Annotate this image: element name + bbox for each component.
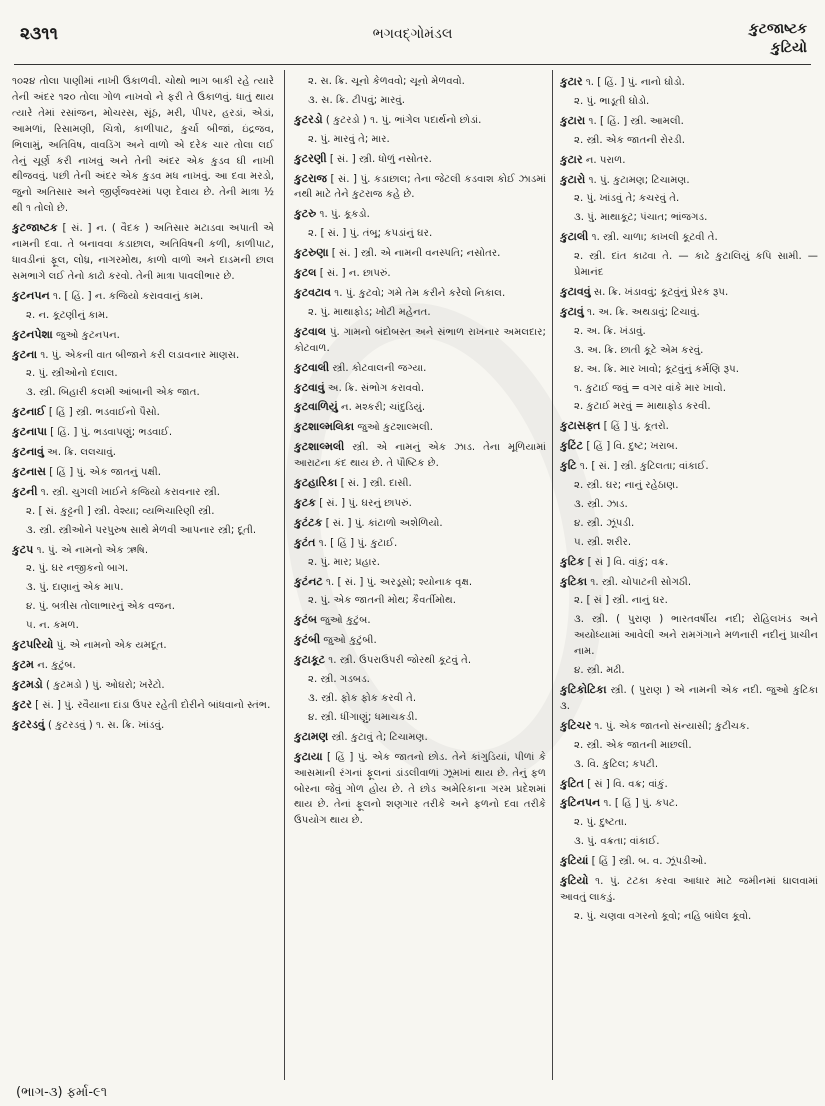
definition-text: ૧. [ હિં. ] ન. કજિયો કરાવવાનું કામ.	[52, 290, 204, 302]
definition-text: ૩. સ. ક્રિ. ટીપવું; મારવું.	[308, 94, 405, 106]
headword: કુટિયો	[560, 874, 589, 888]
dictionary-entry	[560, 284, 818, 301]
headword: કુટમડો	[12, 677, 43, 691]
definition-text: ૨. સ્ત્રી. ઘર; નાનું રહેઠાણ.	[574, 480, 679, 492]
entry-sense	[560, 612, 818, 660]
definition-text: ૧. પું. કુટામણ; ટિચામણ.	[588, 174, 690, 186]
dictionary-entry	[560, 418, 818, 435]
dictionary-entry	[294, 495, 546, 512]
headword: કુટાર	[560, 75, 583, 88]
dictionary-column-1	[12, 74, 274, 1074]
headword: કુટવાલી	[294, 360, 330, 374]
definition-text: ૨. પું. એક જાતની મોથ; કૈવર્તીમોથ.	[308, 595, 457, 607]
definition-text: ૪. પું. બત્રીસ તોલાભારનું એક વજન.	[26, 601, 175, 613]
definition-text: ૧. [ સં. ] પું. અરડૂસો; શ્યોનાક વૃક્ષ.	[326, 576, 473, 588]
headword: કુટિયાં	[560, 854, 589, 868]
definition-text: પું. ગામનો બંદોબસ્ત અને સંભાળ રાખનાર અમલદાર; કોટવાળ.	[294, 326, 546, 354]
definition-text: [ સં. ] સ્ત્રી. દાસી.	[340, 478, 412, 490]
entry-sense	[12, 599, 274, 615]
dictionary-entry	[560, 574, 818, 591]
entry-sense	[12, 523, 274, 539]
entry-sense	[12, 580, 274, 596]
definition-text: ૨. ન. કૂટણીનું કામ.	[26, 309, 109, 321]
headword: કુટરુ	[294, 207, 317, 221]
dictionary-entry	[294, 112, 546, 129]
definition-text: ૩. સ્ત્રી. બિહારી કલમી આંબાની એક જાત.	[26, 387, 200, 399]
headword: કુટની	[12, 484, 38, 498]
definition-text: ૧. [ હિં ] પું. કુટાઈ.	[318, 537, 398, 549]
entry-sense	[294, 593, 546, 609]
entry-sense	[560, 210, 818, 226]
headword: કુટિકોટિકા	[560, 683, 607, 696]
dictionary-entry	[560, 853, 818, 870]
definition-text: ૧. પું. કુટવો; ગમે તેમ કરીને કરેલો નિકાલ.	[334, 287, 506, 299]
definition-text: [ સં. ] સ્ત્રી. એ નામની વનસ્પતિ; નસોતર.	[331, 248, 501, 260]
headword: કુટારા	[560, 113, 586, 127]
definition-text: ૨. અ. ક્રિ. ખંડાવું.	[574, 325, 646, 337]
page-number: ૨૩૧૧	[20, 24, 58, 44]
entry-sense	[294, 710, 546, 726]
headword: કુટનાવું	[12, 445, 44, 459]
entry-sense	[12, 385, 274, 401]
dictionary-entry	[12, 347, 274, 364]
definition-text: ૨. પું. ચણવા વગરનો કૂવો; નહિ બાંધેલ કૂવો.	[574, 910, 752, 922]
dictionary-entry	[12, 637, 274, 654]
entry-sense	[560, 133, 818, 149]
definition-text: પું. એ નામનો એક યમદૂત.	[56, 640, 167, 652]
definition-text: ૩. પું. માથાકૂટ; પંચાત; ભાંજગડ.	[574, 212, 708, 224]
dictionary-column-3	[560, 74, 818, 1074]
entry-sense	[560, 834, 818, 850]
entry-sense	[560, 909, 818, 925]
dictionary-entry	[560, 74, 818, 91]
headword: કુટશાલ્મલી	[294, 440, 345, 454]
headword: કુટાવવું	[560, 284, 591, 298]
column-divider	[552, 70, 553, 1080]
dictionary-entry	[294, 380, 546, 397]
definition-text: ૩. સ્ત્રી. ફોક ફોક કરવી તે.	[308, 693, 417, 704]
definition-text: ૨. સ્ત્રી. એક જાતની માછલી.	[574, 739, 692, 751]
entry-sense	[294, 305, 546, 321]
dictionary-entry	[560, 458, 818, 475]
entry-sense	[560, 516, 818, 532]
definition-text: ( કુટમડો ) પું. ઓઘરો; ખરેટો.	[45, 679, 165, 691]
headword: કુટલ	[294, 266, 317, 280]
definition-text: ૪. સ્ત્રી. ધીંગાણું; ધમાચકડી.	[308, 711, 418, 723]
definition-text: ૧. કુટાઈ જવું = વગર વાંકે માર ખાવો.	[574, 382, 726, 394]
entry-sense	[294, 691, 546, 707]
headword: કુટાયા	[294, 749, 323, 763]
definition-text: ૨. [ સં ] સ્ત્રી. નાનું ઘર.	[574, 595, 668, 607]
definition-text: [ હિં. ] પું. ભડવાપણું; ભડવાઈ.	[50, 427, 173, 439]
definition-text: ૨. સ્ત્રી. દાંત કાઢવા તે. — કાઢે કુટાલિયું કપિ સામી. — પ્રેમાનંદ	[574, 251, 818, 279]
definition-text: ૨. સ. ક્રિ. ચૂનો કેળવવો; ચૂનો મેળવવો.	[308, 76, 465, 87]
definition-text: ૧. [ સં. ] સ્ત્રી. કુટિલતા; વાંકાઈ.	[579, 461, 709, 473]
definition-text: [ સં ] વિ. વક્ર; વાંકું.	[587, 778, 668, 790]
headword: કુટંત	[294, 535, 316, 549]
definition-text: જુઓ કુટુંબ.	[320, 615, 371, 627]
headword: કુટર	[12, 697, 32, 711]
definition-text: ન. કુટુંબ.	[37, 660, 76, 671]
definition-text: ૩. સ્ત્રી. સ્ત્રીઓને પરપુરુષ સાથે મેળવી આપનાર સ્ત્રી; દૂતી.	[26, 524, 257, 536]
dictionary-entry	[560, 172, 818, 189]
definition-text: ૧. [ હિં. ] પું. નાનો ઘોડો.	[585, 77, 685, 88]
dictionary-entry	[560, 304, 818, 321]
definition-text: ૧. પું. એકની વાત બીજાને કરી લડાવનાર માણસ.	[40, 349, 240, 361]
headword: કુટનપન	[12, 288, 50, 302]
dictionary-entry	[294, 399, 546, 416]
entry-sense	[560, 478, 818, 494]
dictionary-entry	[12, 424, 274, 441]
headword: કુટવાળિયું	[294, 400, 338, 414]
dictionary-entry	[294, 360, 546, 377]
definition-text: ૧. અ. ક્રિ. અથડાવું; ટિચાવું.	[586, 306, 700, 318]
headword: કુટનાસ	[12, 464, 46, 478]
definition-text: [ સં. ] પું. કાંટાળો અશેળિયો.	[325, 517, 443, 529]
definition-text: ૩. અ. ક્રિ. છાતી કૂટે એમ કરવું.	[574, 344, 704, 356]
headword: કુટિકા	[560, 574, 588, 588]
definition-text: ૨. પું. દુષ્ટતા.	[574, 817, 628, 829]
definition-text: [ હિં ] સ્ત્રી. ભડવાઈનો પૈસો.	[48, 407, 160, 419]
headword: કુટવાલ	[294, 324, 327, 338]
headword: કુટરણી	[294, 151, 327, 165]
definition-text: ન. પરાળ.	[585, 154, 626, 166]
dictionary-entry	[560, 554, 818, 571]
headword: કુટરાજ	[294, 171, 327, 185]
guide-word-last: કુટિયો	[770, 40, 807, 56]
definition-text: ૨. પું. મારવું તે; માર.	[308, 133, 390, 145]
headword: કુટરડો	[294, 112, 323, 126]
definition-text: ૨. [ સં. કુટ્ટની ] સ્ત્રી. વેશ્યા; વ્યભિચારિણી સ્ત્રી.	[26, 505, 215, 517]
definition-text: ન. મશ્કરી; ચાંદુડિયું.	[341, 402, 426, 414]
definition-text: ૩. વિ. કુટિલ; કપટી.	[574, 758, 659, 770]
headword: કુટાર	[560, 152, 583, 166]
dictionary-entry	[12, 74, 274, 217]
definition-text: [ હિં ] પું. કૂતરો.	[603, 421, 669, 433]
entry-sense	[560, 757, 818, 773]
definition-text: ૧. [ હિં ] પું. કપટ.	[603, 798, 679, 810]
definition-text: ૨. પું. સ્ત્રીઓનો દલાલ.	[26, 368, 118, 380]
entry-sense	[560, 593, 818, 609]
dictionary-entry	[560, 152, 818, 169]
guide-words	[749, 20, 807, 58]
headword: કુટાકૂટ	[294, 653, 326, 667]
dictionary-entry	[560, 682, 818, 715]
entry-sense	[12, 308, 274, 324]
entry-sense	[12, 366, 274, 382]
headword: કુટજાષ્ટક	[12, 221, 58, 235]
dictionary-entry	[294, 245, 546, 262]
dictionary-entry	[294, 265, 546, 282]
guide-word-first: કુટજાષ્ટક	[748, 21, 807, 37]
dictionary-entry	[294, 632, 546, 649]
dictionary-entry	[294, 652, 546, 669]
definition-text: સ. ક્રિ. ખંડાવવું; કૂટવુંનું પ્રેરક રૂપ.	[593, 286, 729, 298]
definition-text: [ સં. ] ન. ( વૈદક ) અતિસાર મટાડવા અપાતી એ નામની દવા. તે બનાવવા કડાછાલ, અતિવિષની કળી, કાળીપાટ, ધાવડીનાં ફૂલ, લોધ્ર, નાગરમોથ, કાળો વાળો અને દાડમની છાલ સમભાગે લઈ તેનો કાઢો કરવો. તેની માત્રા પાવલીભાર છે.	[12, 223, 274, 282]
definition-text: ૧૦૨૪ તોલા પાણીમાં નાખી ઉકાળવી. ચોથો ભાગ બાકી રહે ત્યારે તેની અંદર ૧૨૦ તોલા ગોળ નાખવો ને ફરી તે ઉકાળવું. ધાતું થાય ત્યારે તેમાં રસાંજન, મોચરસ, સૂંઠ, મરી, પીપર, હરડાં, એડાં, આમળાં, રિસામણી, ચિત્રો, કાળીપાટ, કુર્ચા બીજાં, ઇંદ્રજવ, ભિલામું, અતિવિષ, વાવડિંગ અને વાળો એ દરેક ચાર તોલા લઈ તેનું ચૂર્ણ કરી નાખવું અને તેની અંદર એક કુડવ ઘી નાખી થીજવવું. પછી તેની અંદર એક કુડવ મધ નાખવું. આ દવા મરડો, જુનો અતિસાર અને જીર્ણજ્વરમાં પણ દેવાય છે. તેની માત્રા ½ થી ૧ તોલો છે.	[12, 76, 274, 215]
headword: કુટિ	[560, 459, 577, 473]
dictionary-entry	[560, 229, 818, 246]
dictionary-entry	[294, 475, 546, 492]
headword: કુટપ	[12, 542, 34, 556]
definition-text: ૧. સ્ત્રી. ચોપાટની સોગઠી.	[590, 576, 692, 588]
entry-sense	[560, 497, 818, 513]
dictionary-entry	[12, 677, 274, 694]
definition-text: સ્ત્રી. કોટવાલની જગ્યા.	[332, 362, 427, 374]
entry-sense	[294, 672, 546, 688]
entry-sense	[560, 249, 818, 281]
headword: કુટંબી	[294, 633, 321, 647]
definition-text: ૩. સ્ત્રી. ( પુરાણ ) ભારતવર્ષીય નદી; રોહિલખંડ અને અયોધ્યામાં આવેલી અને રામગંગાને મળનારી નદીનું પ્રાચીન નામ.	[574, 614, 818, 658]
dictionary-entry	[294, 285, 546, 302]
dictionary-entry	[12, 444, 274, 461]
entry-sense	[294, 555, 546, 571]
dictionary-entry	[294, 206, 546, 223]
entry-sense	[560, 815, 818, 831]
header-rule	[14, 64, 811, 65]
dictionary-entry	[294, 439, 546, 472]
definition-text: ૩. સ્ત્રી. ઝાડ.	[574, 498, 628, 510]
entry-sense	[560, 362, 818, 378]
headword: કુટારો	[560, 172, 586, 186]
headword: કુટના	[12, 347, 38, 361]
definition-text: ( કુટરડો ) ૧. પું. ભાંગેલ પદાર્થનો છોડાં.	[325, 114, 482, 126]
dictionary-entry	[294, 324, 546, 357]
headword: કુટંનટ	[294, 574, 323, 588]
definition-text: ( કુટરડવું ) ૧. સ. ક્રિ. ખાંડવું.	[48, 719, 165, 731]
definition-text: ૩. પું. દાણાનું એક માપ.	[26, 582, 124, 594]
entry-sense	[560, 94, 818, 110]
dictionary-entry	[12, 657, 274, 674]
dictionary-entry	[12, 697, 274, 714]
definition-text: જુઓ કુટનપન.	[55, 329, 120, 341]
dictionary-entry	[294, 612, 546, 629]
headword: કુટરડવું	[12, 717, 45, 731]
headword: કુટનાઈ	[12, 405, 46, 419]
dictionary-entry	[560, 113, 818, 130]
definition-text: ૨. પું. ખાંડવું તે; કચરવું તે.	[574, 193, 680, 205]
dictionary-entry	[294, 419, 546, 436]
dictionary-entry	[294, 574, 546, 591]
definition-text: ૧. સ્ત્રી. ચુગલી ખાઈને કજિયો કરાવનાર સ્ત્રી.	[40, 486, 221, 498]
definition-text: ૨. [ સં. ] પું. તંબૂ; કપડાંનું ઘર.	[308, 228, 433, 240]
entry-sense	[12, 561, 274, 577]
definition-text: ૨. પું. માર; પ્રહાર.	[308, 556, 381, 568]
definition-text: [ સં. ] પું. ઘરનું છાપરું.	[319, 497, 412, 509]
definition-text: ૪. સ્ત્રી. ઝૂંપડી.	[574, 517, 635, 529]
dictionary-entry	[12, 404, 274, 421]
dictionary-entry	[560, 438, 818, 455]
page-header	[14, 6, 811, 66]
definition-text: ૧. પું. એક જાતનો સંન્યાસી; કુટીચક.	[594, 720, 750, 732]
definition-text: ૨. પું. ઘર નજીકનો બાગ.	[26, 563, 129, 575]
definition-text: ૪. અ. ક્રિ. માર ખાવો; કૂટવુંનું કર્મણિ રૂપ.	[574, 363, 739, 375]
dictionary-entry	[560, 873, 818, 906]
dictionary-entry	[12, 464, 274, 481]
definition-text: ૨. કુટાઈ મરવું = માથાફોડ કરવી.	[574, 401, 711, 413]
definition-text: [ હિં ] સ્ત્રી. બ. વ. ઝૂંપડીઓ.	[591, 856, 707, 868]
entry-sense	[294, 132, 546, 148]
dictionary-entry	[294, 151, 546, 168]
dictionary-entry	[294, 535, 546, 552]
dictionary-entry	[294, 749, 546, 830]
definition-text: અ. ક્રિ. લલચાવું.	[47, 447, 117, 459]
headword: કુટક	[294, 495, 316, 509]
headword: કુટમ	[12, 658, 34, 671]
definition-text: ૨. પું. માથાફોડ; ખોટી મહેનત.	[308, 306, 431, 318]
entry-sense	[560, 399, 818, 415]
entry-sense	[560, 535, 818, 551]
dictionary-entry	[12, 327, 274, 344]
headword: કુટિક	[560, 554, 585, 568]
entry-sense	[560, 738, 818, 754]
definition-text: [ સં ] વિ. વાંકું; વક્ર.	[587, 556, 669, 568]
entry-sense	[560, 191, 818, 207]
headword: કુટામણ	[294, 729, 329, 743]
page-footer: (ભાગ-૩) ફર્મા-૯૧	[16, 1085, 108, 1100]
entry-sense	[560, 663, 818, 679]
dictionary-entry	[12, 288, 274, 305]
definition-text: [ હિં ] પું. એક જાતનો છોડ. તેને કાંગુડિયાં, પીળાં કે આસમાની રંગનાં ફૂલનાં ડાંડલીવાળાં ઝૂમખાં થાય છે. તેનું ફળ બોરના જેવું ગોળ હોય છે. તે છોડ અમેરિકાના ગરમ પ્રદેશમાં થાય છે. તેનાં ફૂલનો શણગાર તરીકે અને ફળનો દવા તરીકે ઉપયોગ થાય છે.	[294, 751, 546, 827]
definition-text: ૧. સ્ત્રી. ઉપરાઉપરી જોરથી કૂટવું તે.	[328, 655, 472, 667]
headword: કુટિંટ	[560, 439, 584, 453]
dictionary-entry	[294, 515, 546, 532]
dictionary-entry	[12, 542, 274, 559]
dictionary-entry	[560, 776, 818, 793]
entry-sense	[294, 74, 546, 90]
dictionary-entry	[294, 171, 546, 204]
headword: કુટનપેશા	[12, 327, 53, 341]
headword: કુટપરિયો	[12, 638, 54, 652]
book-title: ભગવદ્ગોમંડલ	[372, 26, 453, 42]
definition-text: ૧. [ હિં. ] સ્ત્રી. આમલી.	[588, 115, 684, 127]
definition-text: ૩. પું. વક્રતા; વાંકાઈ.	[574, 836, 660, 848]
definition-text: ૧. પું. ટટકા કરવા આધાર માટે જમીનમાં ઘાલવામાં આવતું લાકડું.	[560, 876, 818, 903]
definition-text: ૨. સ્ત્રી. ગડબડ.	[308, 674, 370, 686]
entry-sense	[560, 343, 818, 359]
definition-text: [ સં. ] સ્ત્રી. ધોળું નસોતર.	[329, 153, 432, 165]
headword: કુટિનપન	[560, 796, 601, 810]
headword: કુટવટાવ	[294, 285, 331, 299]
entry-sense	[12, 618, 274, 634]
headword: કુટરુણા	[294, 246, 329, 260]
definition-text: ૨. પું. ભાડૂતી ઘોડો.	[574, 95, 650, 107]
dictionary-column-2	[294, 74, 546, 1074]
entry-sense	[294, 93, 546, 109]
definition-text: ૫. ન. કમળ.	[26, 620, 79, 632]
definition-text: [ હિં ] વિ. દુષ્ટ; ખરાબ.	[586, 441, 678, 453]
entry-sense	[560, 324, 818, 340]
definition-text: જુઓ કુટુંબી.	[323, 635, 377, 647]
definition-text: જુઓ કુટશાલ્મલી.	[357, 422, 433, 434]
dictionary-entry	[294, 729, 546, 746]
dictionary-entry	[12, 717, 274, 734]
definition-text: [ સં. ] પું. કડાછાલ; તેના જેટલી કડવાશ કોઈ ઝાડમાં નથી માટે તેને કુટરાજ કહે છે.	[294, 173, 546, 201]
dictionary-entry	[560, 795, 818, 812]
dictionary-entry	[12, 484, 274, 501]
entry-sense	[294, 226, 546, 242]
headword: કુટાસફ્ત	[560, 419, 601, 433]
definition-text: ૧. પું. કૂકડો.	[319, 209, 370, 221]
definition-text: [ સં. ] ન. છાપરું.	[319, 268, 391, 280]
definition-text: [ સં. ] પું. રવૈયાના દાંડા ઉપર રહેતી દોરીને બાંધવાનો સ્તંભ.	[35, 699, 271, 711]
column-divider	[284, 70, 285, 1080]
definition-text: ૧. સ્ત્રી. ચાળા; કાખલી કૂટવી તે.	[591, 232, 718, 244]
definition-text: ૫. સ્ત્રી. શરીર.	[574, 536, 632, 548]
definition-text: ૨. સ્ત્રી. એક જાતની રોરડી.	[574, 134, 685, 146]
headword: કુટવાવું	[294, 380, 325, 394]
headword: કુટિત	[560, 776, 584, 790]
headword: કુટનાપા	[12, 425, 47, 439]
headword: કુટશાલ્મલિકા	[294, 420, 355, 434]
headword: કુટાવું	[560, 304, 584, 318]
definition-text: અ. ક્રિ. સંભોગ કરાવવો.	[327, 382, 425, 394]
headword: કુટંટક	[294, 515, 323, 529]
dictionary-entry	[12, 220, 274, 285]
definition-text: ૧. પું. એ નામનો એક ઋષિ.	[36, 544, 149, 556]
definition-text: સ્ત્રી. એ નામનું એક ઝાડ. તેના મૂળિયામાં આરાટના કંદ થાય છે. તે પૌષ્ટિક છે.	[294, 442, 546, 470]
definition-text: [ હિં ] પું. એક જાતનું પક્ષી.	[49, 466, 162, 478]
definition-text: સ્ત્રી. ( પુરાણ ) એ નામની એક નદી. જુઓ કુટિકા ૩.	[560, 685, 818, 712]
definition-text: સ્ત્રી. કુટાવું તે; ટિચામણ.	[331, 731, 428, 743]
headword: કુટિચર	[560, 718, 592, 732]
headword: કુટહારિકા	[294, 476, 338, 490]
entry-sense	[12, 504, 274, 520]
definition-text: ૪. સ્ત્રી. મઢી.	[574, 665, 625, 677]
entry-sense	[560, 381, 818, 397]
dictionary-entry	[560, 718, 818, 735]
headword: કુટંબ	[294, 613, 318, 627]
headword: કુટાલી	[560, 230, 589, 244]
